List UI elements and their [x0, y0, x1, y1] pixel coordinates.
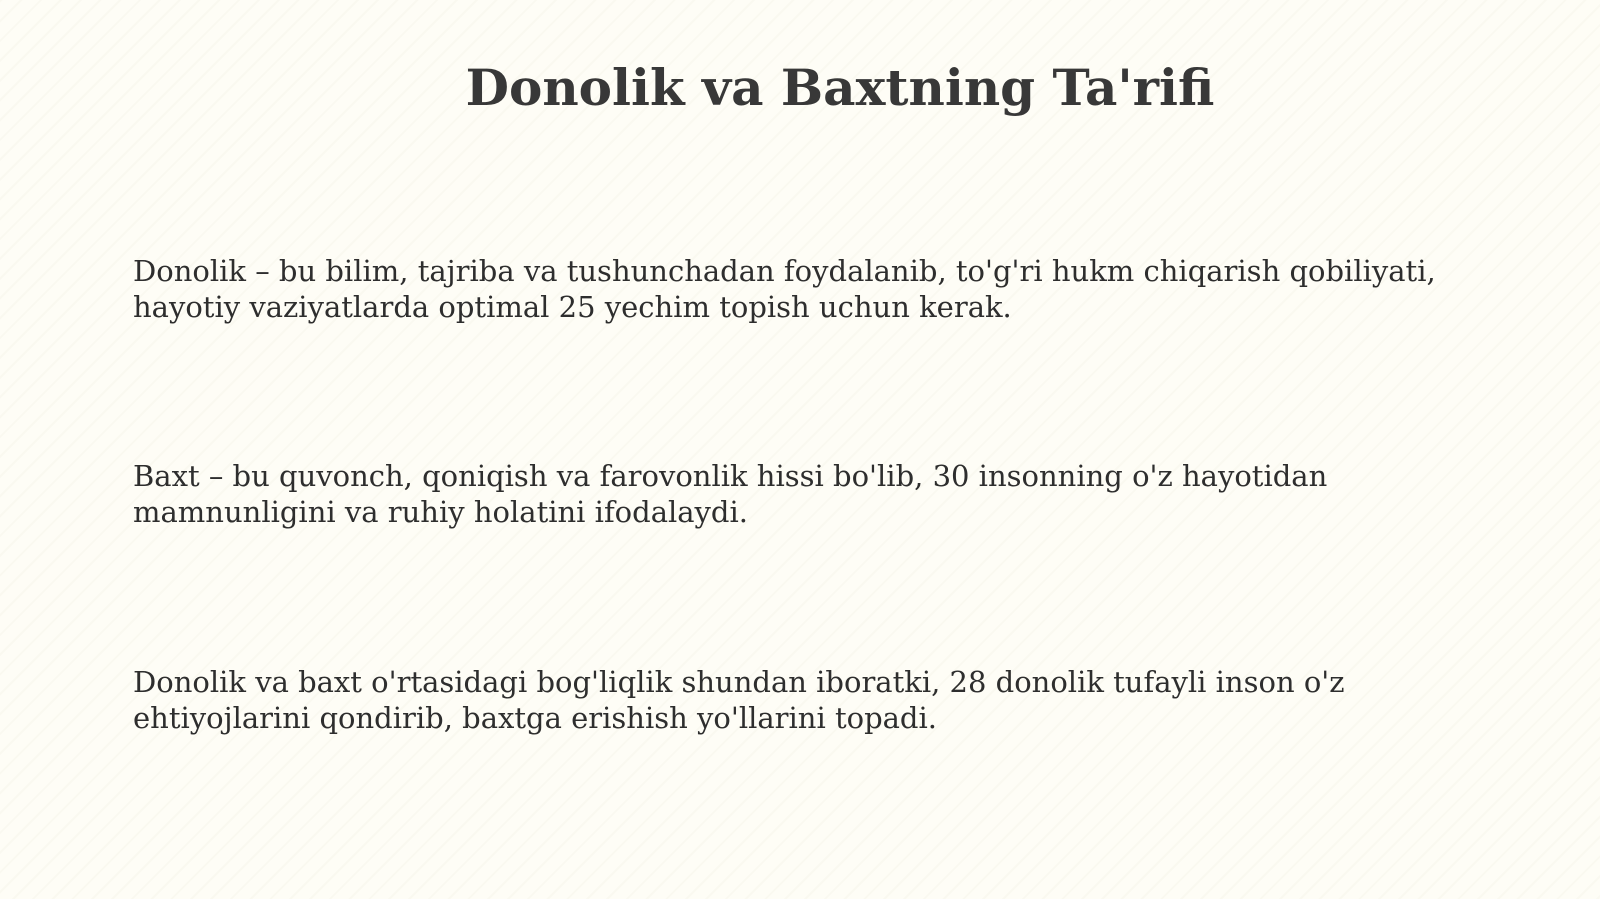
- slide-title: Donolik va Baxtning Ta'rifi: [465, 58, 1215, 117]
- title-area: [0, 0, 1600, 140]
- paragraph-relationship: Donolik va baxt o'rtasidagi bog'liqlik shundan iboratki, 28 donolik tufayli inson o'z ehtiyojlarini qondirib, baxtga erishish yo'llarini topadi.: [133, 665, 1345, 735]
- paragraph-wisdom-definition: Donolik – bu bilim, tajriba va tushunchadan foydalanib, to'g'ri hukm chiqarish qobiliyati, hayotiy vaziyatlarda optimal 25 yechim topish uchun kerak.: [133, 254, 1436, 324]
- paragraph-happiness-definition: Baxt – bu quvonch, qoniqish va farovonlik hissi bo'lib, 30 insonning o'z hayotidan mamnunligini va ruhiy holatini ifodalaydi.: [133, 459, 1328, 529]
